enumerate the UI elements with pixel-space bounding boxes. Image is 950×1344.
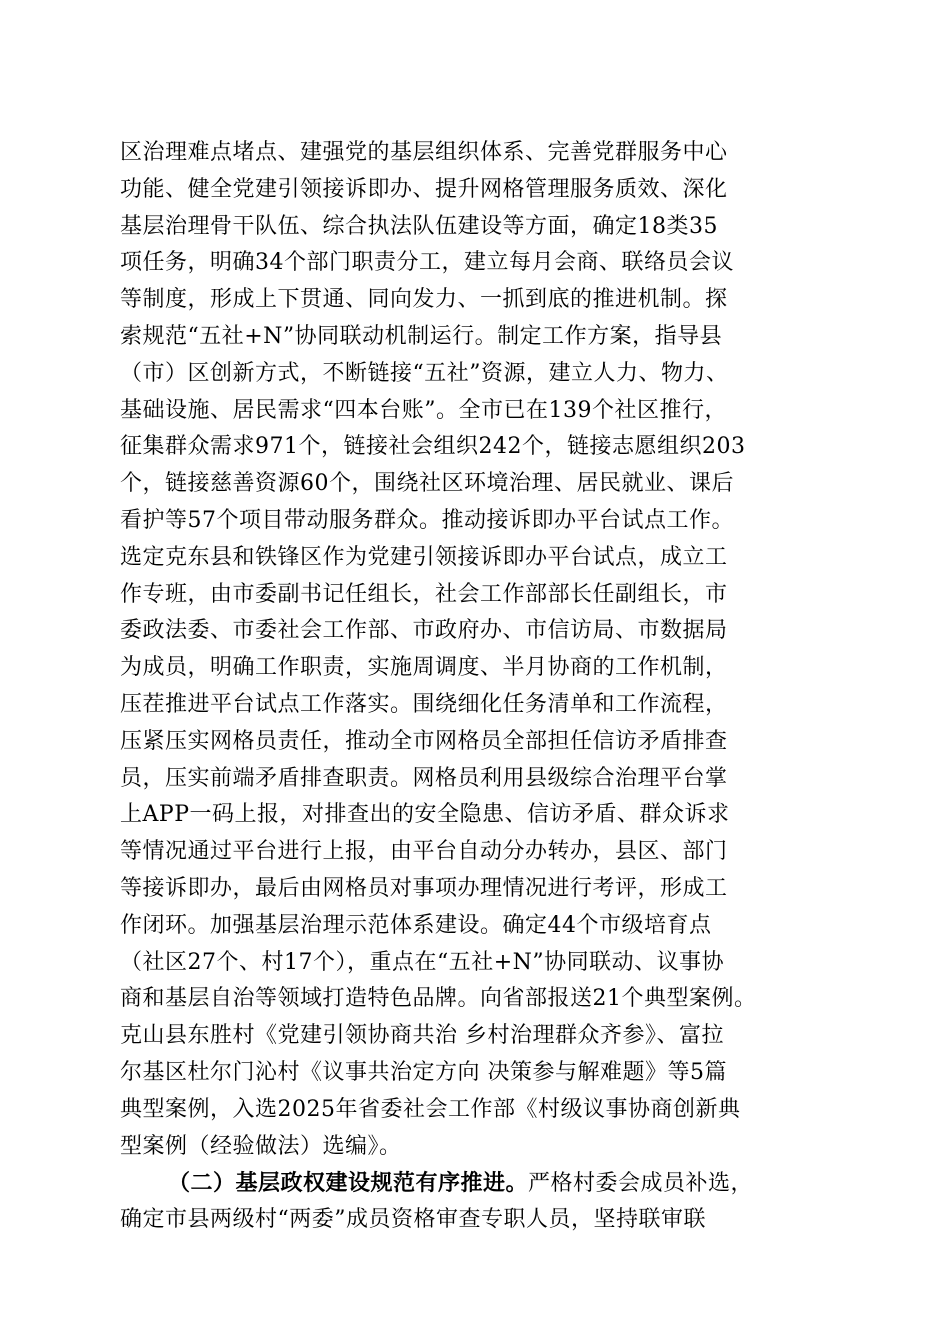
text-line-20: 等情况通过平台进行上报，由平台自动分办转办，县区、部门: [120, 839, 728, 865]
text-line-5: 等制度，形成上下贯通、同向发力、一抓到底的推进机制。探: [120, 287, 728, 313]
text-line-6: 索规范“五社+N”协同联动机制运行。制定工作方案，指导县: [120, 323, 723, 349]
text-line-10: 个，链接慈善资源60个，围绕社区环境治理、居民就业、课后: [120, 471, 734, 497]
text-line-1: 区治理难点堵点、建强党的基层组织体系、完善党群服务中心: [120, 140, 728, 165]
text-line-2: 功能、健全党建引领接诉即办、提升网格管理服务质效、深化: [120, 176, 728, 202]
text-line-17: 压紧压实网格员责任，推动全市网格员全部担任信访矛盾排查: [120, 728, 728, 754]
text-line-3: 基层治理骨干队伍、综合执法队伍建设等方面，确定18类35: [120, 213, 718, 239]
section-heading: （二）基层政权建设规范有序推进。: [168, 1170, 529, 1197]
text-line-last: 确定市县两级村“两委”成员资格审查专职人员，坚持联审联: [120, 1207, 706, 1233]
text-line-7: （市）区创新方式，不断链接“五社”资源，建立人力、物力、: [120, 360, 729, 386]
text-line-16: 压茬推进平台试点工作落实。围绕细化任务清单和工作流程，: [120, 691, 728, 717]
text-line-25: 克山县东胜村《党建引领协商共治 乡村治理群众齐参》、富拉: [120, 1023, 724, 1049]
body-text: [120, 135, 830, 1239]
text-line-14: 委政法委、市委社会工作部、市政府办、市信访局、市数据局: [120, 618, 728, 644]
section-paragraph-start: [120, 1165, 830, 1202]
text-line-23: （社区27个、村17个），重点在“五社+N”协同联动、议事协: [120, 949, 725, 975]
text-line-13: 作专班，由市委副书记任组长，社会工作部部长任副组长，市: [120, 581, 728, 607]
text-line-24: 商和基层自治等领域打造特色品牌。向省部报送21个典型案例。: [120, 986, 757, 1012]
text-line-8: 基础设施、居民需求“四本台账”。全市已在139个社区推行，: [120, 397, 727, 423]
text-line-22: 作闭环。加强基层治理示范体系建设。确定44个市级培育点: [120, 912, 712, 938]
text-line-9: 征集群众需求971个，链接社会组织242个，链接志愿组织203: [120, 434, 746, 460]
text-line-15: 为成员，明确工作职责，实施周调度、半月协商的工作机制，: [120, 655, 728, 681]
text-line-19: 上APP一码上报，对排查出的安全隐患、信访矛盾、群众诉求: [120, 802, 730, 828]
text-line-27: 典型案例，入选2025年省委社会工作部《村级议事协商创新典: [120, 1096, 741, 1122]
text-line-11: 看护等57个项目带动服务群众。推动接诉即办平台试点工作。: [120, 507, 734, 533]
text-line-26: 尔基区杜尔门沁村《议事共治定方向 决策参与解难题》等5篇: [120, 1059, 727, 1085]
text-line-28: 型案例（经验做法）选编》。: [120, 1133, 402, 1159]
section-text: 严格村委会成员补选，: [528, 1171, 754, 1197]
text-line-12: 选定克东县和铁锋区作为党建引领接诉即办平台试点，成立工: [120, 544, 728, 570]
text-line-18: 员，压实前端矛盾排查职责。网格员利用县级综合治理平台掌: [120, 765, 728, 791]
text-line-4: 项任务，明确34个部门职责分工，建立每月会商、联络员会议: [120, 250, 734, 276]
text-line-21: 等接诉即办，最后由网格员对事项办理情况进行考评，形成工: [120, 875, 728, 901]
